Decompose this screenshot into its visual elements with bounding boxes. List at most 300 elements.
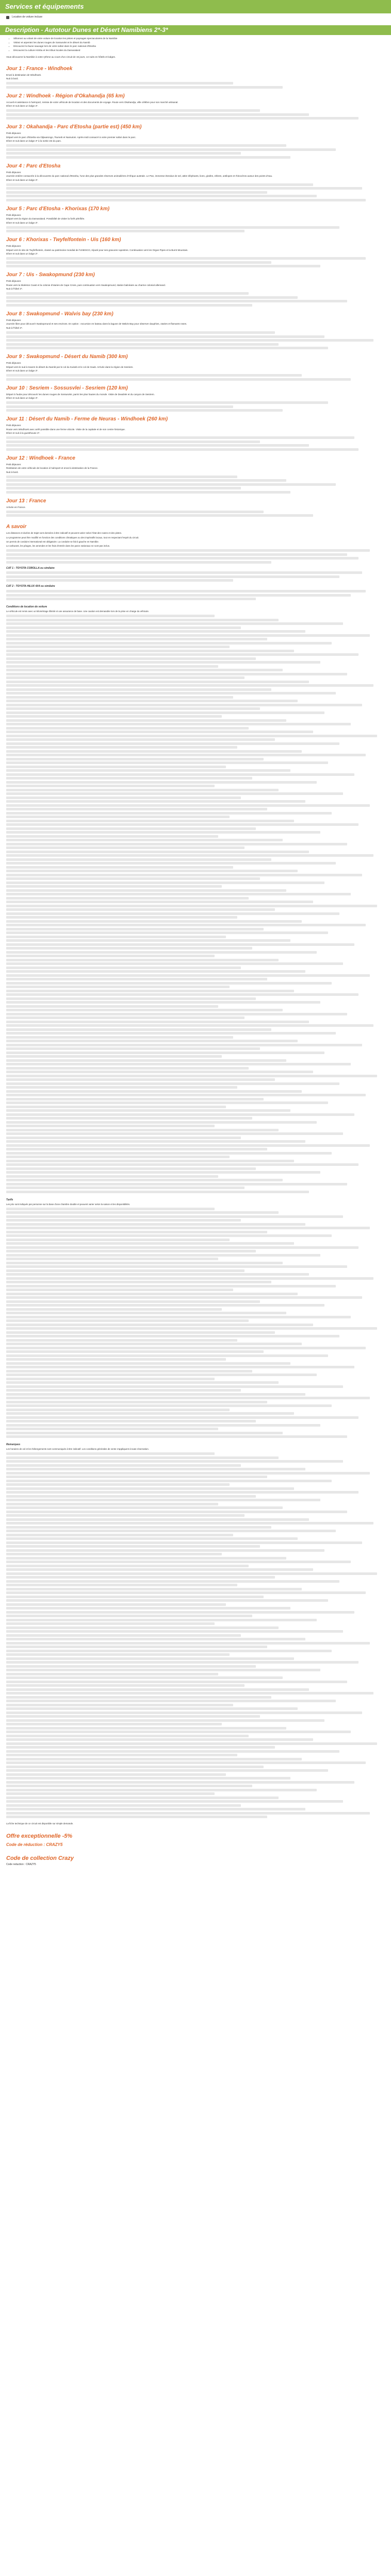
text-filler — [6, 109, 260, 112]
text-filler — [6, 1707, 298, 1710]
text-filler — [6, 1456, 279, 1459]
text-filler — [6, 378, 351, 381]
day-text: Nuit à bord. — [6, 77, 19, 80]
text-filler — [6, 1296, 362, 1299]
text-filler — [6, 1078, 275, 1081]
text-filler — [6, 704, 362, 706]
text-filler — [6, 1673, 218, 1675]
day-title: Jour 11 : Désert du Namib - Ferme de Neuras - Windhoek (260 km) — [6, 416, 168, 422]
day-title: Jour 13 : France — [6, 498, 46, 504]
text-filler — [6, 1630, 343, 1633]
text-filler — [6, 483, 336, 486]
services-banner — [0, 0, 391, 13]
text-filler — [6, 487, 241, 489]
day-title: Jour 6 : Khorixas - Twyfelfontein - Uis (160 km) — [6, 237, 121, 243]
text-filler — [6, 1754, 237, 1756]
text-filler — [6, 1032, 336, 1035]
text-filler — [6, 792, 343, 795]
text-filler — [6, 897, 249, 900]
text-filler — [6, 1281, 271, 1283]
text-filler — [6, 1005, 218, 1008]
text-filler — [6, 1537, 298, 1540]
text-filler — [6, 1013, 347, 1015]
text-filler — [6, 986, 230, 988]
text-filler — [6, 1480, 332, 1482]
text-filler — [6, 1599, 328, 1602]
text-filler — [6, 1557, 286, 1560]
text-filler — [6, 1723, 222, 1725]
text-filler — [6, 1071, 313, 1073]
text-filler — [6, 1684, 245, 1687]
text-filler — [6, 622, 343, 625]
text-filler — [6, 339, 373, 342]
text-filler — [6, 1789, 317, 1791]
text-filler — [6, 1129, 279, 1131]
text-filler — [6, 684, 373, 687]
cat1-heading: CAT 1 : TOYOTA COROLLA ou similaire — [6, 566, 55, 570]
highlight-item: • Découvrez la faune sauvage lors de votre safari dans le parc national d'Etosha — [13, 45, 385, 48]
day-text: Journée entière consacrée à la découverte du parc national d'Etosha, l'une des plus grandes réserves animalières d'Afrique australe. Le Pan, immense étendue de sel, attire éléphants, lions, girafes, zèbres, antilopes et rhinocéros autour des points d'eau. — [6, 175, 273, 178]
text-filler — [6, 619, 279, 621]
text-filler — [6, 912, 339, 915]
text-filler — [6, 1101, 328, 1104]
text-filler — [6, 823, 359, 826]
text-filler — [6, 156, 290, 159]
text-filler — [6, 304, 252, 307]
day-text: Petit déjeuner. — [6, 362, 22, 365]
text-filler — [6, 916, 237, 919]
text-filler — [6, 1727, 286, 1730]
text-filler — [6, 1370, 252, 1372]
text-filler — [6, 1117, 252, 1120]
text-filler — [6, 1676, 283, 1679]
text-filler — [6, 1735, 249, 1737]
text-filler — [6, 331, 275, 334]
text-filler — [6, 1777, 290, 1780]
text-filler — [6, 931, 328, 934]
text-filler — [6, 1269, 245, 1272]
day-text: Petit déjeuner. — [6, 280, 22, 283]
text-filler — [6, 1273, 309, 1276]
day-8 — [0, 311, 391, 349]
text-filler — [6, 812, 332, 815]
text-filler — [6, 1428, 218, 1430]
text-filler — [6, 1607, 290, 1609]
text-filler — [6, 1044, 362, 1046]
description-heading — [0, 25, 391, 35]
text-filler — [6, 758, 264, 760]
text-filler — [6, 820, 294, 822]
text-filler — [6, 967, 241, 969]
text-filler — [6, 1362, 290, 1365]
text-filler — [6, 982, 332, 985]
text-filler — [6, 1495, 256, 1498]
text-filler — [6, 1808, 305, 1810]
text-filler — [6, 1163, 359, 1166]
text-filler — [6, 1028, 271, 1031]
text-filler — [6, 766, 226, 768]
text-filler — [6, 769, 290, 772]
text-filler — [6, 1339, 237, 1342]
text-filler — [6, 1541, 362, 1544]
text-filler — [6, 1191, 309, 1193]
day-text: Petit déjeuner. — [6, 318, 22, 321]
text-filler — [6, 1125, 215, 1127]
text-filler — [6, 870, 298, 872]
text-filler — [6, 1160, 294, 1162]
text-filler — [6, 843, 347, 845]
text-filler — [6, 634, 370, 637]
text-filler — [6, 1452, 215, 1455]
day-text: Dîner et nuit à la guesthouse 3*. — [6, 432, 40, 435]
text-filler — [6, 1319, 249, 1322]
day-title: Jour 12 : Windhoek - France — [6, 455, 75, 461]
text-filler — [6, 296, 298, 299]
highlight-item: • Visitez et arpentez les dunes rouges de Sossusvlei et le désert du Namib — [13, 41, 385, 45]
text-filler — [6, 409, 283, 412]
text-filler — [6, 1657, 294, 1660]
day-text: Départ vers la région du Damaraland. Possibilité de visiter la forêt pétrifiée. — [6, 217, 85, 221]
text-filler — [6, 1416, 359, 1419]
description-note: Vous découvrez la Namibie à votre rythme au cours d'un circuit de 15 jours, 14 nuits en hôtels et lodges. — [6, 56, 116, 59]
info-paragraph: Un permis de conduire international est obligatoire. La conduite se fait à gauche en Namibie. — [6, 540, 99, 543]
crazy-code: Code reduction : CRAZY5 — [6, 1863, 36, 1867]
text-filler — [6, 1758, 302, 1760]
day-text: Route vers la Skeleton Coast et la colonie d'otaries de Cape Cross, puis continuation vers Swakopmund, station balnéaire au charme colonial allemand. — [6, 283, 166, 286]
text-filler — [6, 1464, 241, 1467]
day-10 — [0, 385, 391, 412]
text-filler — [6, 1366, 354, 1368]
text-filler — [6, 800, 305, 803]
remarques-filler — [6, 1452, 385, 1818]
highlight-item: • Sillonnez au volant de votre voiture de location les pistes et paysages spectaculaires de la Namibie — [13, 37, 385, 41]
text-filler — [6, 669, 283, 671]
text-filler — [6, 846, 245, 849]
text-filler — [6, 549, 385, 564]
text-filler — [6, 1374, 317, 1376]
text-filler — [6, 1231, 267, 1233]
text-filler — [6, 1596, 264, 1598]
text-filler — [6, 1476, 267, 1478]
text-filler — [6, 727, 249, 730]
text-filler — [6, 1661, 359, 1664]
remarques-block — [0, 1443, 391, 1818]
day-text: Restitution de votre véhicule de location à l'aéroport et envol à destination de la France. — [6, 467, 99, 470]
day-13 — [0, 498, 391, 517]
text-filler — [6, 835, 218, 838]
day-title: Jour 7 : Uis - Swakopmund (230 km) — [6, 272, 95, 278]
text-filler — [6, 1750, 339, 1753]
text-filler — [6, 1047, 260, 1050]
day-text: Nuit à bord. — [6, 470, 19, 473]
text-filler — [6, 1719, 324, 1722]
text-filler — [6, 804, 370, 807]
text-filler — [6, 1106, 226, 1108]
text-filler — [6, 831, 320, 834]
text-filler — [6, 947, 252, 950]
text-filler — [6, 152, 241, 155]
text-filler — [6, 866, 233, 869]
text-filler — [6, 1144, 370, 1147]
text-filler — [6, 1009, 283, 1011]
text-filler — [6, 1094, 366, 1096]
text-filler — [6, 962, 343, 965]
text-filler — [6, 1024, 373, 1027]
text-filler — [6, 1354, 328, 1357]
text-filler — [6, 1109, 290, 1112]
text-filler — [6, 700, 298, 702]
info-paragraph: Le programme peut être modifié en fonction des conditions climatiques ou des impératifs locaux, tout en respectant l'esprit du circuit. — [6, 536, 139, 539]
text-filler — [6, 1766, 264, 1768]
a-savoir-heading: A savoir — [6, 524, 27, 530]
text-filler — [6, 1132, 343, 1135]
text-filler — [6, 335, 324, 338]
day-title: Jour 4 : Parc d'Etosha — [6, 163, 61, 169]
day-text: Dîner et nuit dans un lodge 3*. — [6, 221, 39, 224]
text-filler — [6, 901, 313, 903]
text-filler — [6, 1797, 279, 1799]
text-filler — [6, 1432, 283, 1434]
tarifs-filler — [6, 1208, 385, 1438]
text-filler — [6, 1234, 332, 1237]
text-filler — [6, 1381, 279, 1384]
day-7 — [0, 272, 391, 307]
text-filler — [6, 615, 215, 617]
text-filler — [6, 773, 354, 776]
offer-code: Code de réduction : CRAZY5 — [6, 1842, 63, 1848]
text-filler — [6, 1812, 370, 1815]
day-9 — [0, 354, 391, 381]
text-filler — [6, 448, 359, 451]
text-filler — [6, 1250, 256, 1252]
text-filler — [6, 226, 339, 229]
text-filler — [6, 676, 245, 679]
text-filler — [6, 1534, 233, 1536]
text-filler — [6, 1742, 377, 1745]
day-text: Petit déjeuner. — [6, 171, 22, 174]
text-filler — [6, 908, 275, 911]
text-filler — [6, 889, 286, 892]
day-text: Journée libre pour découvrir Swakopmund et ses environs. En option : excursion en bateau dans la lagune de Walvis Bay pour observer dauphins, otaries et flamants roses. — [6, 323, 187, 326]
text-filler — [6, 1696, 271, 1699]
text-filler — [6, 827, 256, 830]
text-filler — [6, 746, 237, 749]
text-filler — [6, 877, 260, 880]
text-filler — [6, 1254, 320, 1257]
day-text: Dîner et nuit dans un lodge 3*. — [6, 397, 39, 400]
text-filler — [6, 862, 336, 865]
text-filler — [6, 1300, 260, 1303]
text-filler — [6, 1518, 309, 1521]
info-paragraph: Le carburant, les péages, les amendes et les frais d'entrée dans les parcs nationaux ne sont pas inclus. — [6, 545, 110, 548]
text-filler — [6, 1773, 226, 1776]
text-filler — [6, 1171, 320, 1174]
text-filler — [6, 1059, 286, 1062]
text-filler — [6, 696, 233, 699]
text-filler — [6, 1090, 302, 1093]
text-filler — [6, 738, 275, 741]
text-filler — [6, 951, 317, 954]
text-filler — [6, 653, 359, 656]
text-filler — [6, 681, 309, 683]
text-filler — [6, 1530, 336, 1532]
text-filler — [6, 1619, 317, 1621]
text-filler — [6, 511, 264, 513]
text-filler — [6, 144, 286, 147]
text-filler — [6, 1397, 370, 1399]
day-text: Départ vers le parc d'Etosha via Otjiwarongo, Tsumeb et Namutoni. Après-midi consacré à votre premier safari dans le parc. — [6, 135, 136, 139]
day-text: Envol à destination de Windhoek. — [6, 73, 42, 76]
tarifs-block — [0, 1198, 391, 1438]
text-filler — [6, 707, 260, 710]
text-filler — [6, 1148, 267, 1150]
text-filler — [6, 874, 362, 876]
day-2 — [0, 93, 391, 120]
text-filler — [6, 673, 347, 675]
itinerary — [0, 66, 391, 517]
text-filler — [6, 1265, 347, 1268]
day-5 — [0, 206, 391, 233]
text-filler — [6, 1487, 294, 1490]
text-filler — [6, 993, 359, 996]
text-filler — [6, 86, 283, 89]
text-filler — [6, 970, 305, 973]
text-filler — [6, 1611, 354, 1614]
text-filler — [6, 1412, 294, 1415]
text-filler — [6, 1514, 245, 1517]
text-filler — [6, 1781, 354, 1784]
text-filler — [6, 265, 320, 267]
day-text: Départ à l'aube pour découvrir les dunes rouges de Sossusvlei, parmi les plus hautes du monde. Visite de Deadvlei et du canyon de Sesriem. — [6, 393, 155, 396]
text-filler — [6, 754, 366, 756]
day-text: Dîner et nuit dans un lodge 3*. — [6, 178, 39, 181]
text-filler — [6, 1688, 309, 1691]
day-11 — [0, 416, 391, 451]
text-filler — [6, 777, 252, 779]
text-filler — [6, 1285, 336, 1287]
text-filler — [6, 936, 226, 938]
conditions-text: Le véhicule est remis avec un kilométrage illimité et une assurance de base. Une caution est demandée lors de la prise en charge du véhicule. — [6, 610, 150, 613]
text-filler — [6, 1098, 264, 1100]
tarifs-heading: Tarifs — [6, 1198, 13, 1201]
text-filler — [6, 974, 370, 977]
day-text: Petit déjeuner. — [6, 245, 22, 248]
text-filler — [6, 688, 271, 691]
text-filler — [6, 1312, 286, 1314]
text-filler — [6, 1711, 362, 1714]
text-filler — [6, 1258, 218, 1260]
text-filler — [6, 1086, 237, 1089]
text-filler — [6, 117, 359, 120]
text-filler — [6, 1804, 241, 1807]
day-text: Route vers Windhoek avec arrêt possible dans une ferme viticole. Visite de la capitale et de son centre historique. — [6, 428, 126, 431]
text-filler — [6, 1653, 230, 1656]
day-title: Jour 2 : Windhoek - Région d'Okahandja (65 km) — [6, 93, 125, 99]
text-filler — [6, 1634, 241, 1637]
text-filler — [6, 990, 294, 992]
text-filler — [6, 1347, 366, 1349]
text-filler — [6, 1219, 241, 1222]
text-filler — [6, 1572, 377, 1575]
text-filler — [6, 1021, 309, 1023]
offer-title: Offre exceptionnelle -5% — [6, 1833, 73, 1840]
text-filler — [6, 1401, 267, 1403]
text-filler — [6, 1665, 256, 1668]
day-title: Jour 9 : Swakopmund - Désert du Namib (300 km) — [6, 354, 128, 360]
text-filler — [6, 1152, 332, 1155]
text-filler — [6, 630, 305, 633]
text-filler — [6, 1576, 275, 1579]
text-filler — [6, 491, 290, 494]
text-filler — [6, 1491, 359, 1494]
text-filler — [6, 1331, 275, 1334]
text-filler — [6, 1063, 351, 1065]
text-filler — [6, 1565, 249, 1567]
text-filler — [6, 1227, 370, 1229]
text-filler — [6, 1075, 377, 1077]
text-filler — [6, 1545, 260, 1548]
text-filler — [6, 646, 230, 648]
text-filler — [6, 343, 279, 346]
text-filler — [6, 1715, 260, 1718]
text-filler — [6, 692, 336, 694]
text-filler — [6, 1731, 351, 1733]
text-filler — [6, 479, 286, 482]
text-filler — [6, 1769, 328, 1772]
text-filler — [6, 1055, 222, 1058]
text-filler — [6, 113, 309, 116]
text-filler — [6, 1242, 294, 1245]
text-filler — [6, 1816, 267, 1818]
text-filler — [6, 638, 267, 640]
text-filler — [6, 1304, 324, 1307]
remarques-heading: Remarques — [6, 1443, 21, 1447]
text-filler — [6, 347, 328, 349]
text-filler — [6, 1483, 230, 1486]
text-filler — [6, 642, 332, 645]
text-filler — [6, 1350, 264, 1353]
conditions-filler — [6, 615, 385, 1193]
crazy-title: Code de collection Crazy — [6, 1855, 74, 1862]
text-filler — [6, 1499, 320, 1501]
text-filler — [6, 1389, 241, 1392]
text-filler — [6, 1324, 313, 1326]
text-filler — [6, 1435, 347, 1438]
day-1 — [0, 66, 391, 89]
text-filler — [6, 1393, 305, 1396]
text-filler — [6, 742, 339, 745]
text-filler — [6, 1167, 256, 1170]
text-filler — [6, 1246, 359, 1249]
text-filler — [6, 723, 351, 725]
text-filler — [6, 1669, 320, 1671]
day-text: Dîner et nuit dans un lodge 2*. — [6, 252, 39, 256]
text-filler — [6, 1506, 283, 1509]
text-filler — [6, 750, 302, 753]
text-filler — [6, 626, 241, 629]
text-filler — [6, 1378, 215, 1380]
text-filler — [6, 1785, 252, 1787]
day-text: Petit déjeuner. — [6, 132, 22, 135]
text-filler — [6, 882, 324, 884]
text-filler — [6, 1588, 302, 1590]
text-filler — [6, 1503, 218, 1505]
text-filler — [6, 1239, 230, 1241]
day-title: Jour 10 : Sesriem - Sossusvlei - Sesriem (120 km) — [6, 385, 128, 391]
text-filler — [6, 300, 347, 302]
text-filler — [6, 1638, 305, 1640]
text-filler — [6, 1208, 215, 1210]
